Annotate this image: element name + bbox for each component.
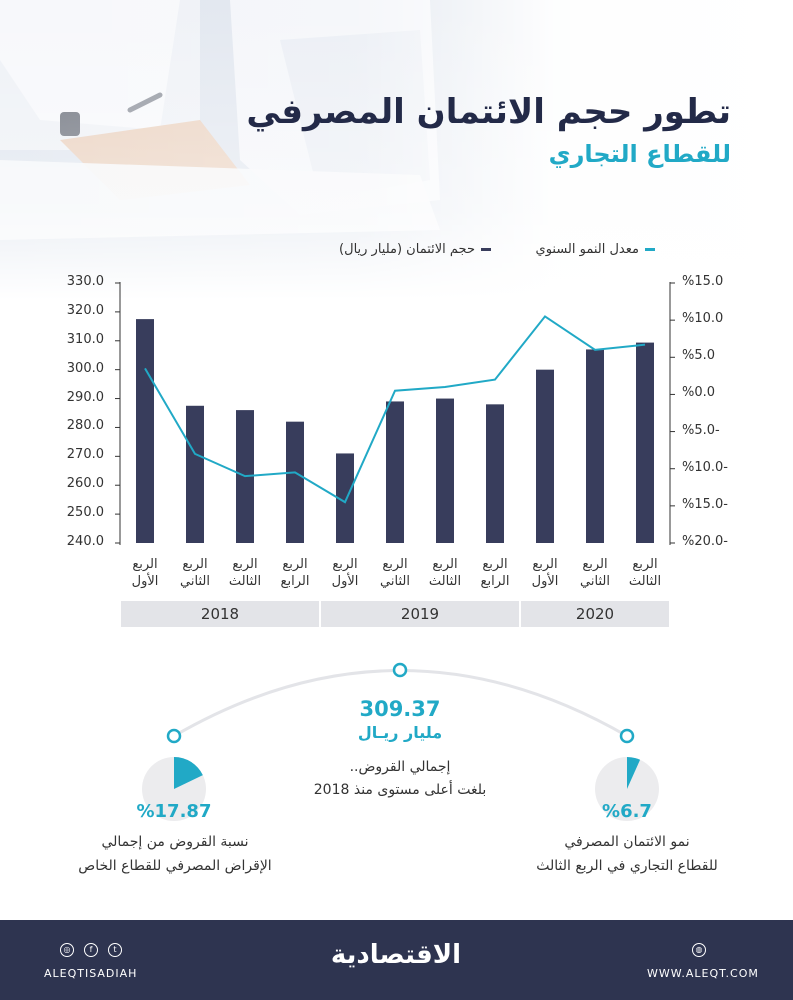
right-axis-tick-label: %15.0 <box>682 274 724 289</box>
footer-website[interactable]: WWW.ALEQT.COM <box>647 967 759 980</box>
left-axis-tick-label: 330.0 <box>66 274 104 289</box>
x-axis-tick-label: الربع الثالث <box>628 557 662 589</box>
legend-volume-label: حجم الائتمان (مليار ريال) <box>339 242 475 257</box>
brand-logo: الاقتصادية <box>330 940 462 970</box>
left-axis-tick-label: 320.0 <box>66 302 104 318</box>
loan-share-caption-1: نسبة القروض من إجمالي <box>101 834 249 850</box>
bar <box>436 399 454 543</box>
left-axis-tick-label: 290.0 <box>66 389 104 405</box>
credit-growth-caption <box>512 830 742 878</box>
left-axis-tick-label: 250.0 <box>66 505 104 521</box>
x-axis-tick-label: الربع الثاني <box>580 557 610 589</box>
total-loans-value: 309.37 <box>359 697 441 721</box>
bar <box>386 401 404 543</box>
x-axis-tick-label: الربع الأول <box>131 557 159 589</box>
facebook-icon[interactable]: f <box>84 943 98 957</box>
arc-node-center <box>394 664 406 676</box>
bar <box>586 349 604 543</box>
year-label: 2018 <box>121 601 319 627</box>
loan-share-percent: %17.87 <box>136 801 212 822</box>
arc-node-right <box>621 730 633 742</box>
footer <box>0 920 793 1000</box>
left-axis-tick-label: 260.0 <box>66 476 104 492</box>
right-axis-tick-label: %5.0 <box>682 348 716 364</box>
x-axis-tick-label: الربع الرابع <box>480 557 510 589</box>
chart-subtitle: للقطاع التجاري <box>548 140 731 168</box>
right-axis-tick-label: %15.0- <box>682 496 728 512</box>
bar <box>186 406 204 543</box>
bar <box>636 343 654 543</box>
x-axis-tick-label: الربع الثاني <box>380 557 410 589</box>
right-axis-tick-label: %20.0- <box>682 534 728 549</box>
globe-icon[interactable]: ◍ <box>692 943 706 957</box>
bar <box>536 370 554 543</box>
total-loans-caption-1: إجمالي القروض.. <box>349 759 451 775</box>
footer-handle[interactable]: ALEQTISADIAH <box>44 967 138 980</box>
chart-title: تطور حجم الائتمان المصرفي <box>246 92 731 132</box>
credit-growth-caption-2: للقطاع التجاري في الربع الثالث <box>536 858 718 874</box>
x-axis-tick-label: الربع الرابع <box>280 557 310 589</box>
year-label: 2019 <box>321 601 519 627</box>
left-axis-tick-label: 270.0 <box>66 447 104 463</box>
left-axis-tick-label: 300.0 <box>66 360 104 376</box>
x-axis-tick-label: الربع الأول <box>331 557 359 589</box>
bar <box>486 404 504 543</box>
loan-share-caption <box>60 830 290 878</box>
total-loans-unit: مليار ريـال <box>357 723 443 742</box>
x-axis-tick-label: الربع الأول <box>531 557 559 589</box>
left-axis-tick-label: 280.0 <box>66 418 104 434</box>
loan-share-caption-2: الإقراض المصرفي للقطاع الخاص <box>78 858 272 874</box>
x-axis-tick-label: الربع الثاني <box>180 557 210 589</box>
right-axis-tick-label: %0.0 <box>682 385 716 401</box>
twitter-icon[interactable]: t <box>108 943 122 957</box>
left-axis-tick-label: 310.0 <box>66 331 104 347</box>
right-axis-tick-label: %5.0- <box>682 422 720 438</box>
arc-node-left <box>168 730 180 742</box>
left-axis-tick-label: 240.0 <box>66 534 104 549</box>
right-axis-tick-label: %10.0- <box>682 459 728 475</box>
credit-growth-percent: %6.7 <box>602 801 652 822</box>
total-loans-caption-2: بلغت أعلى مستوى منذ 2018 <box>313 782 487 798</box>
bar <box>286 422 304 543</box>
instagram-icon[interactable]: ◎ <box>60 943 74 957</box>
x-axis-tick-label: الربع الثالث <box>428 557 462 589</box>
bar <box>136 319 154 543</box>
credit-growth-caption-1: نمو الائتمان المصرفي <box>564 834 690 850</box>
x-axis-tick-label: الربع الثالث <box>228 557 262 589</box>
legend-growth-label: معدل النمو السنوي <box>535 242 639 257</box>
year-label: 2020 <box>521 601 669 627</box>
right-axis-tick-label: %10.0 <box>682 311 724 327</box>
